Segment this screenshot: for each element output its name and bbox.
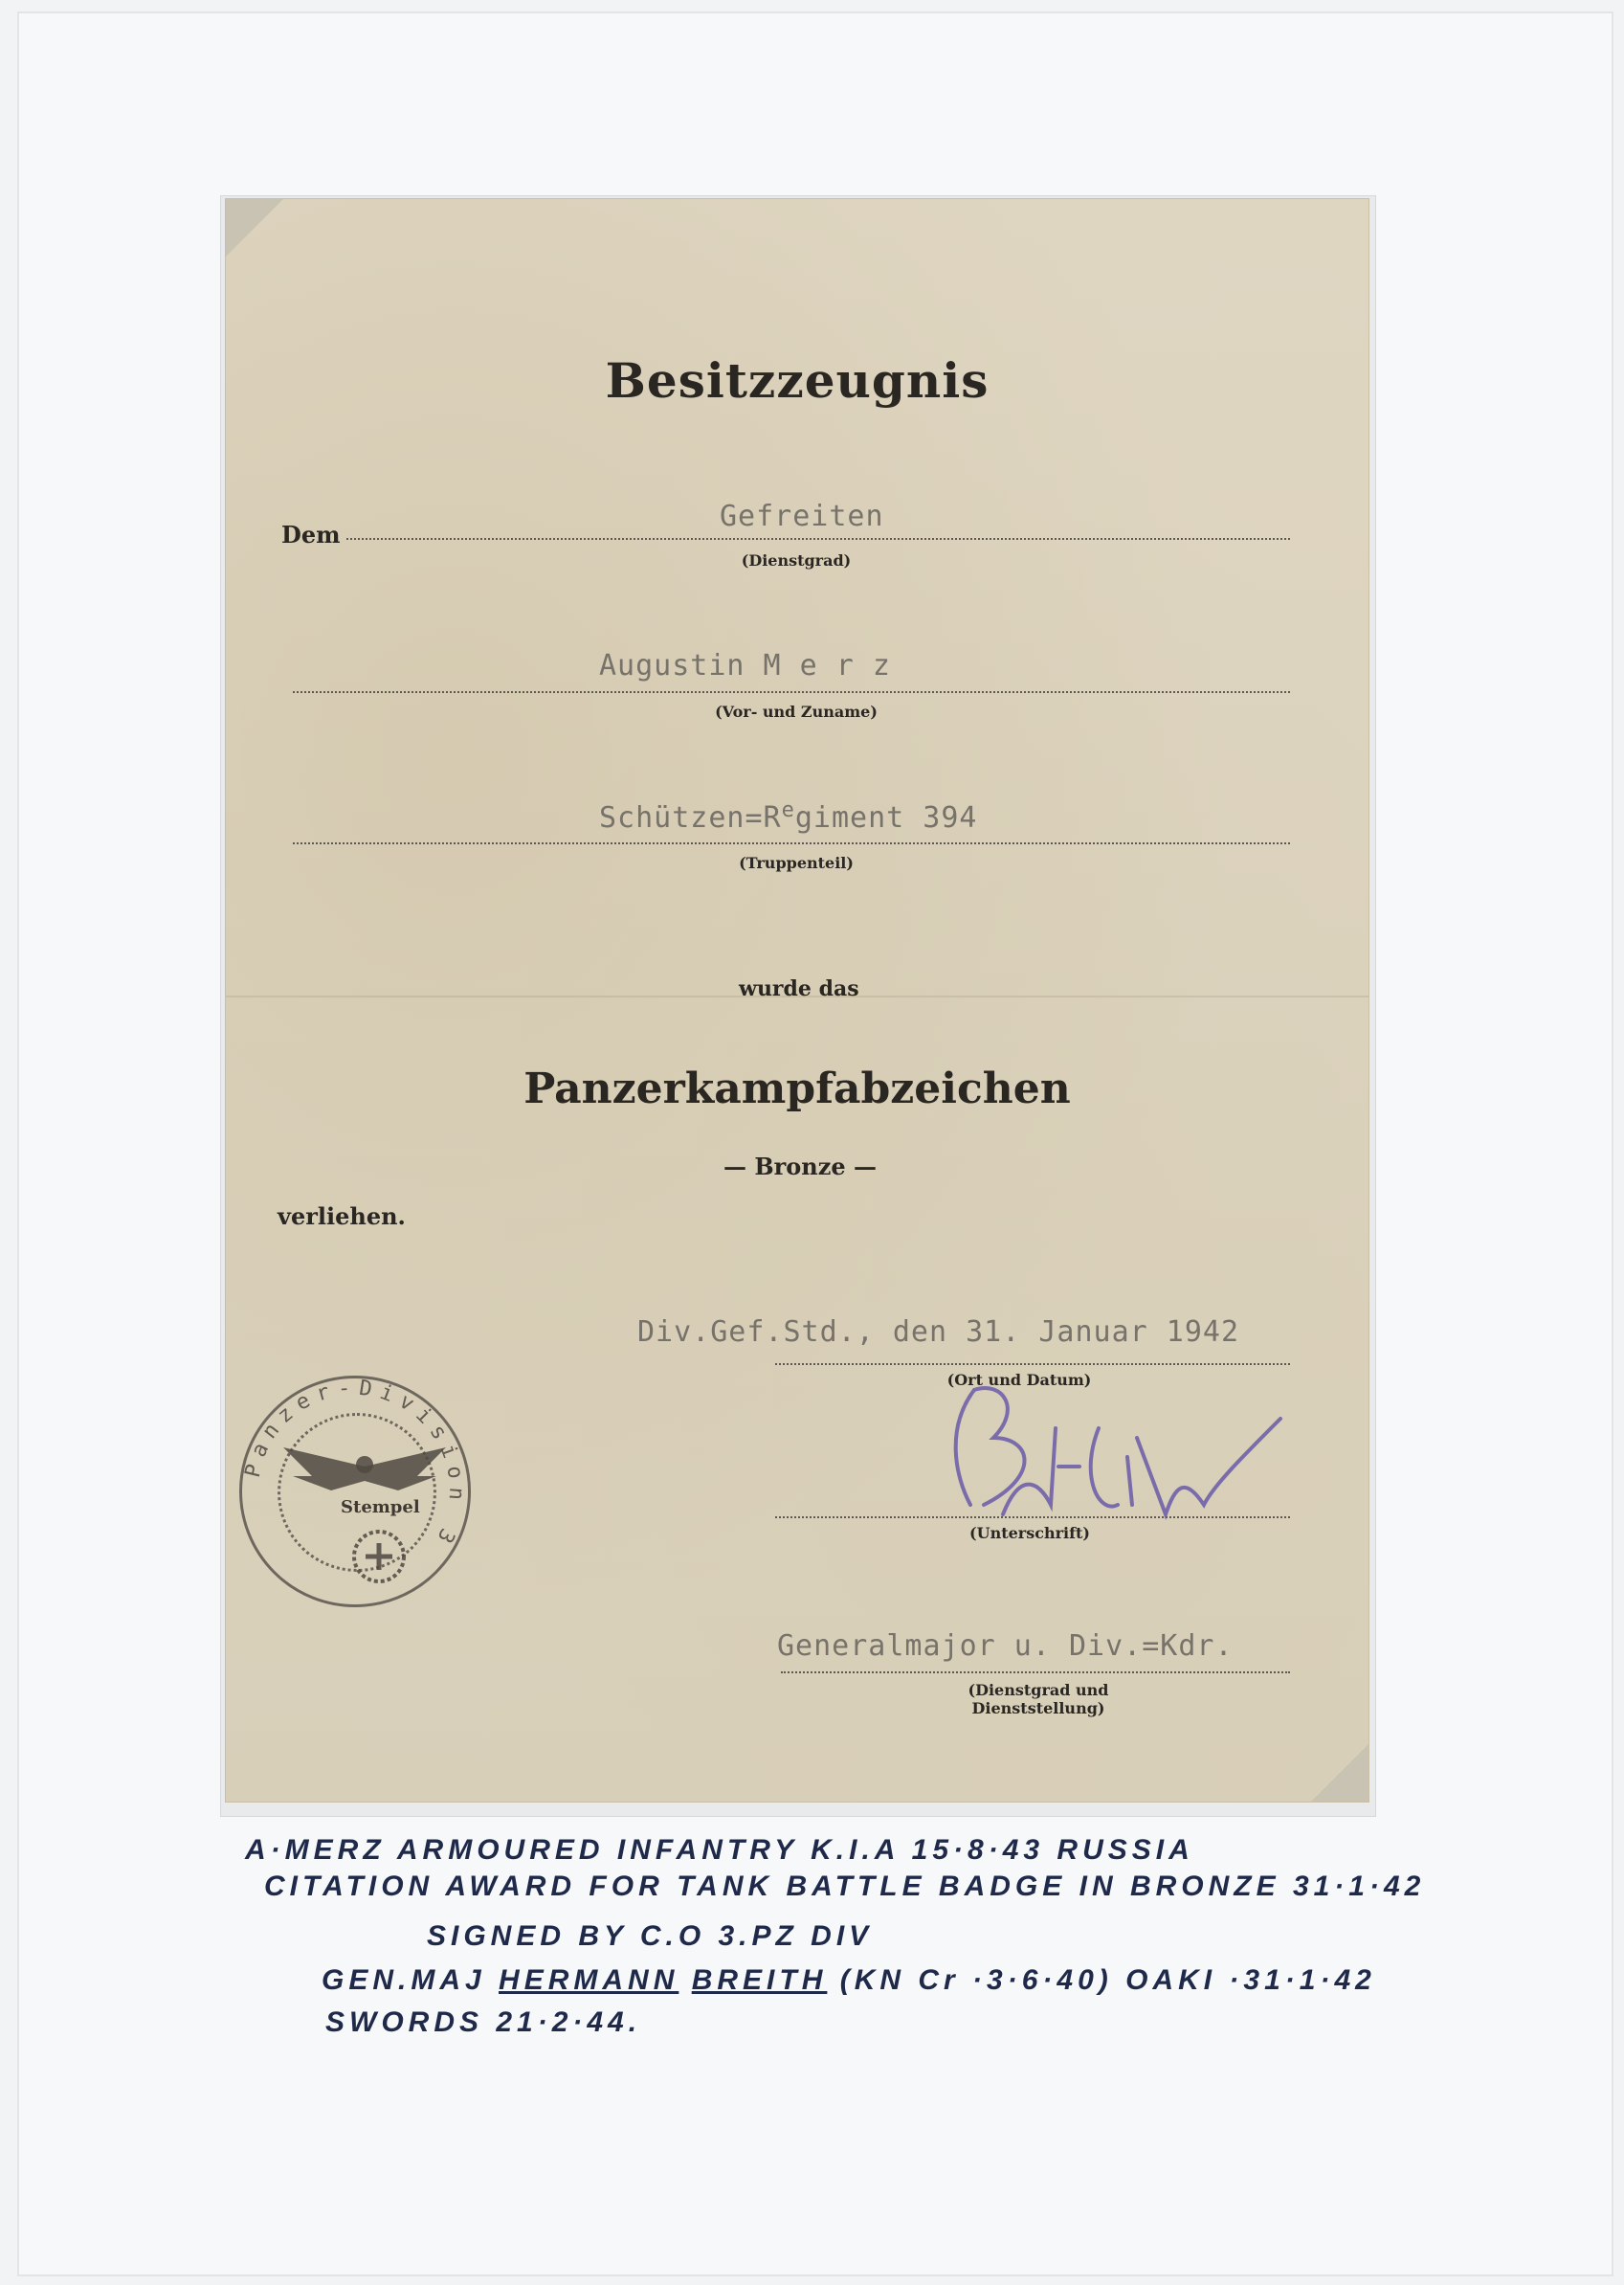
unit-value-part1: Schützen=R — [599, 801, 782, 835]
svg-text:Panzer-Division 3 — [241, 1377, 469, 1554]
note-line-3: SIGNED BY C.O 3.PZ DIV — [427, 1920, 874, 1952]
document-title: Besitzzeugnis — [605, 352, 990, 409]
note-line-2: CITATION AWARD FOR TANK BATTLE BADGE IN BRONZE 31·1·42 — [264, 1871, 1426, 1902]
note-line-4-firstname: HERMANN — [499, 1964, 679, 1996]
place-date-dotted-line — [775, 1363, 1290, 1365]
name-dotted-line — [293, 691, 1290, 693]
note-line-1: A·MERZ ARMOURED INFANTRY K.I.A 15·8·43 RUSSIA — [245, 1834, 1194, 1866]
unit-value-part2: giment 394 — [794, 801, 978, 835]
position-caption: (Dienstgrad und Dienststellung) — [968, 1681, 1109, 1717]
rank-dotted-line — [346, 538, 1290, 540]
unit-value — [599, 798, 978, 835]
note-line-4-rank: GEN.MAJ — [322, 1964, 486, 1996]
stamp-ring-text — [239, 1376, 469, 1605]
note-line-4-surname: BREITH — [691, 1964, 828, 1996]
dem-label: Dem — [281, 521, 341, 549]
wurde-das-text: wurde das — [739, 976, 859, 1001]
unit-value-superscript: e — [781, 798, 795, 822]
note-line-4 — [322, 1964, 1376, 1997]
position-dotted-line — [781, 1671, 1290, 1673]
verliehen-text: verliehen. — [278, 1202, 406, 1230]
photo-corner-bottom-right — [1311, 1744, 1368, 1802]
signature-mark — [936, 1371, 1300, 1591]
signature-caption: (Unterschrift) — [969, 1524, 1090, 1542]
note-line-5: SWORDS 21·2·44. — [325, 2006, 642, 2038]
note-line-4-decorations: (KN Cr ·3·6·40) OAKI ·31·1·42 — [839, 1964, 1376, 1996]
place-date-caption: (Ort und Datum) — [946, 1371, 1092, 1389]
award-name: Panzerkampfabzeichen — [523, 1064, 1071, 1113]
name-value: Augustin M e r z — [599, 649, 891, 683]
name-caption: (Vor- und Zuname) — [715, 703, 878, 721]
rank-caption: (Dienstgrad) — [741, 551, 852, 570]
unit-caption: (Truppenteil) — [739, 854, 854, 872]
photo-corner-top-left — [226, 199, 283, 257]
position-value: Generalmajor u. Div.=Kdr. — [777, 1629, 1234, 1663]
rank-value: Gefreiten — [720, 500, 884, 533]
stamp-ring-textpath: Panzer-Division 3 — [240, 1376, 469, 1554]
award-grade: — Bronze — — [723, 1153, 877, 1180]
place-date-value: Div.Gef.Std., den 31. Januar 1942 — [637, 1315, 1240, 1349]
stamp-label: Stempel — [341, 1497, 420, 1517]
unit-dotted-line — [293, 842, 1290, 844]
